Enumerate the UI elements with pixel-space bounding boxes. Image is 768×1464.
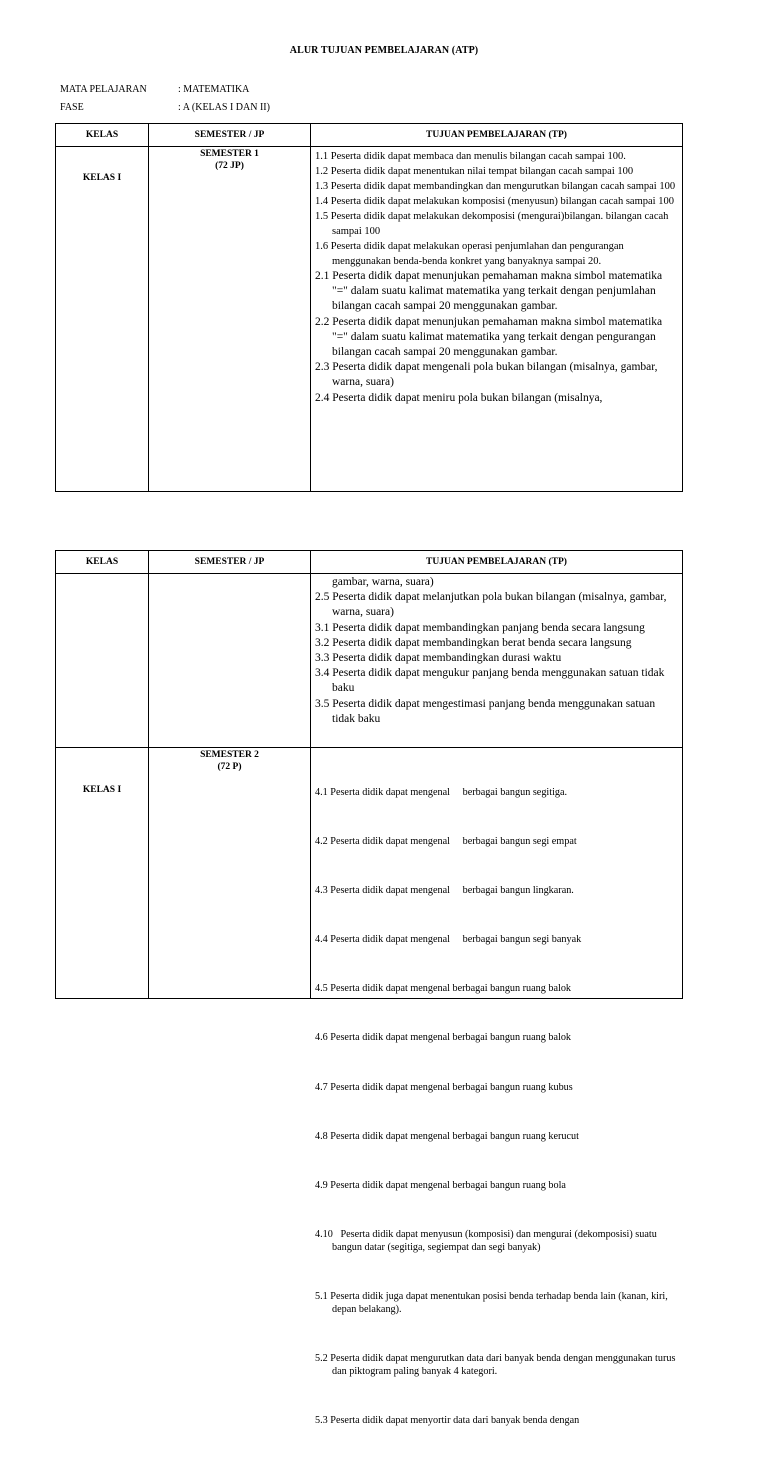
- list-item: 2.2 Peserta didik dapat menunjukan pemahaman makna simbol matematika "=" dalam suatu kalimat matematika yang terkait dengan pengurangan bilangan cacah sampai 20 menggunakan gambar.: [315, 315, 663, 359]
- table-row: [56, 574, 683, 748]
- list-item: 4.7 Peserta didik dapat mengenal berbagai bangun ruang kubus: [315, 1081, 573, 1093]
- kelas-cell-empty: [56, 574, 149, 748]
- tp-list-large: [311, 269, 682, 406]
- mata-pelajaran-row: [60, 84, 249, 95]
- header-kelas: KELAS: [56, 124, 149, 147]
- table-header-row: [56, 551, 683, 574]
- tp-list-semester-2: [311, 748, 682, 1464]
- kelas-cell: [56, 147, 149, 492]
- semester-cell: [149, 748, 311, 999]
- list-item: 3.4 Peserta didik dapat mengukur panjang benda menggunakan satuan tidak baku: [315, 667, 665, 695]
- mata-pelajaran-value: : MATEMATIKA: [178, 84, 250, 95]
- list-item: 1.4 Peserta didik dapat melakukan komposisi (menyusun) bilangan cacah sampai 100: [315, 196, 674, 207]
- semester-cell-empty: [149, 574, 311, 748]
- list-item: 5.3 Peserta didik dapat menyortir data dari banyak benda dengan: [315, 1415, 580, 1427]
- tp-list-continued: [311, 590, 682, 727]
- list-item: 5.1 Peserta didik juga dapat menentukan posisi benda terhadap benda lain (kanan, kiri, depan belakang).: [315, 1291, 671, 1316]
- kelas-cell: [56, 748, 149, 999]
- table-row: [56, 748, 683, 999]
- document-title: ALUR TUJUAN PEMBELAJARAN (ATP): [289, 45, 479, 56]
- list-item: 3.1 Peserta didik dapat membandingkan panjang benda secara langsung: [315, 621, 645, 634]
- list-item: 4.9 Peserta didik dapat mengenal berbagai bangun ruang bola: [315, 1179, 566, 1191]
- list-item: 1.2 Peserta didik dapat menentukan nilai tempat bilangan cacah sampai 100: [315, 166, 634, 177]
- kelas-label: KELAS I: [82, 785, 122, 795]
- list-item: 2.1 Peserta didik dapat menunjukan pemahaman makna simbol matematika "=" dalam suatu kalimat matematika yang terkait dengan penjumlahan bilangan cacah sampai 20 menggunakan gambar.: [315, 270, 663, 313]
- tp-cell: [311, 147, 683, 492]
- header-semester: SEMESTER / JP: [149, 551, 311, 574]
- list-item: 4.4 Peserta didik dapat mengenal berbagai bangun segi banyak: [315, 934, 582, 946]
- list-item: 2.5 Peserta didik dapat melanjutkan pola bukan bilangan (misalnya, gambar, warna, suara): [315, 591, 667, 619]
- list-item: 4.5 Peserta didik dapat mengenal berbagai bangun ruang balok: [315, 983, 572, 995]
- list-item: 1.6 Peserta didik dapat melakukan operasi penjumlahan dan pengurangan menggunakan benda-benda konkret yang banyaknya sampai 20.: [315, 241, 624, 267]
- list-item: 3.2 Peserta didik dapat membandingkan berat benda secara langsung: [315, 636, 632, 649]
- tp-cell: [311, 748, 683, 1427]
- list-item: 2.3 Peserta didik dapat mengenali pola bukan bilangan (misalnya, gambar, warna, suara): [315, 361, 658, 389]
- kelas-label: KELAS I: [82, 173, 122, 183]
- list-item: 4.1 Peserta didik dapat mengenal berbagai bangun segitiga.: [315, 787, 568, 798]
- list-item: 4.2 Peserta didik dapat mengenal berbagai bangun segi empat: [315, 836, 577, 848]
- list-item: 4.8 Peserta didik dapat mengenal berbagai bangun ruang kerucut: [315, 1130, 579, 1142]
- list-item: 4.10 Peserta didik dapat menyusun (komposisi) dan mengurai (dekomposisi) suatu bangun datar (segitiga, segiempat dan segi banyak): [315, 1228, 660, 1253]
- table-row: [56, 147, 683, 492]
- list-item: 1.1 Peserta didik dapat membaca dan menulis bilangan cacah sampai 100.: [315, 151, 626, 162]
- list-item: 1.5 Peserta didik dapat melakukan dekomposisi (mengurai)bilangan. bilangan cacah sampai 100: [315, 211, 669, 237]
- fase-label: FASE: [60, 102, 84, 113]
- header-tp: TUJUAN PEMBELAJARAN (TP): [311, 124, 683, 147]
- fase-value: : A (KELAS I DAN II): [178, 102, 270, 113]
- tp-cell: [311, 574, 683, 748]
- fase-row: [60, 102, 270, 113]
- jp-label: (72 JP): [215, 161, 244, 171]
- list-item: 1.3 Peserta didik dapat membandingkan dan mengurutkan bilangan cacah sampai 100: [315, 181, 676, 192]
- list-item: 4.3 Peserta didik dapat mengenal berbagai bangun lingkaran.: [315, 885, 574, 897]
- list-item: 4.6 Peserta didik dapat mengenal berbagai bangun ruang balok: [315, 1032, 572, 1044]
- header-tp: TUJUAN PEMBELAJARAN (TP): [311, 551, 683, 574]
- atp-table-1: [55, 123, 683, 492]
- atp-table-2: [55, 550, 683, 1427]
- tp-continuation: gambar, warna, suara): [332, 576, 434, 588]
- header-semester: SEMESTER / JP: [149, 124, 311, 147]
- table-header-row: [56, 124, 683, 147]
- semester-label: SEMESTER 2: [200, 750, 259, 760]
- semester-cell: [149, 147, 311, 492]
- mata-pelajaran-label: MATA PELAJARAN: [60, 84, 147, 95]
- list-item: 2.4 Peserta didik dapat meniru pola bukan bilangan (misalnya,: [315, 391, 603, 404]
- semester-label: SEMESTER 1: [200, 149, 259, 159]
- header-kelas: KELAS: [56, 551, 149, 574]
- list-item: 3.5 Peserta didik dapat mengestimasi panjang benda menggunakan satuan tidak baku: [315, 697, 656, 725]
- jp-label: (72 P): [217, 762, 242, 772]
- tp-list-small: [311, 147, 682, 269]
- list-item: 5.2 Peserta didik dapat mengurutkan data dari banyak benda dengan menggunakan turus dan piktogram paling banyak 4 kategori.: [315, 1353, 678, 1378]
- list-item: 3.3 Peserta didik dapat membandingkan durasi waktu: [315, 652, 562, 665]
